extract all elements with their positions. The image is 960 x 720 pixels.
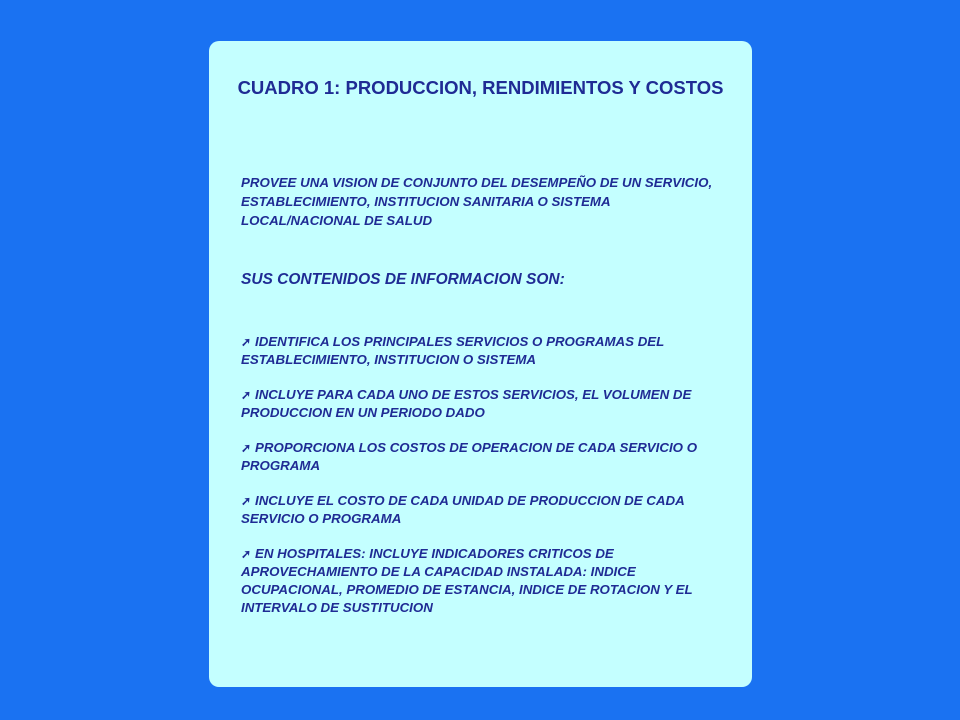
bullet-item	[241, 333, 731, 369]
bullet-item	[241, 492, 731, 528]
bullet-text: INCLUYE EL COSTO DE CADA UNIDAD DE PRODUCCION DE CADA SERVICIO O PROGRAMA	[241, 493, 685, 526]
bullet-text: INCLUYE PARA CADA UNO DE ESTOS SERVICIOS, EL VOLUMEN DE PRODUCCION EN UN PERIODO DADO	[241, 387, 692, 420]
arrow-icon: ➚	[241, 335, 252, 349]
content-card	[209, 41, 752, 687]
bullet-item	[241, 386, 731, 422]
bullet-item	[241, 439, 731, 475]
contents-subheading: SUS CONTENIDOS DE INFORMACION SON:	[241, 271, 565, 288]
slide-title: CUADRO 1: PRODUCCION, RENDIMIENTOS Y COSTOS	[237, 77, 724, 98]
bullet-item	[241, 545, 731, 617]
intro-paragraph: PROVEE UNA VISION DE CONJUNTO DEL DESEMPEÑO DE UN SERVICIO, ESTABLECIMIENTO, INSTITUCION SANITARIA O SISTEMA LOCAL/NACIONAL DE SALUD	[241, 175, 713, 228]
arrow-icon: ➚	[241, 494, 252, 508]
bullet-text: PROPORCIONA LOS COSTOS DE OPERACION DE CADA SERVICIO O PROGRAMA	[241, 440, 698, 473]
bullet-text: IDENTIFICA LOS PRINCIPALES SERVICIOS O PROGRAMAS DEL ESTABLECIMIENTO, INSTITUCION O SISTEMA	[241, 334, 665, 367]
bullet-list	[241, 333, 731, 634]
bullet-text: EN HOSPITALES: INCLUYE INDICADORES CRITICOS DE APROVECHAMIENTO DE LA CAPACIDAD INSTALADA: INDICE OCUPACIONAL, PROMEDIO DE ESTANCIA, INDICE DE ROTACION Y EL INTERVALO DE SUSTITUCION	[241, 546, 693, 615]
arrow-icon: ➚	[241, 441, 252, 455]
arrow-icon: ➚	[241, 547, 252, 561]
arrow-icon: ➚	[241, 388, 252, 402]
